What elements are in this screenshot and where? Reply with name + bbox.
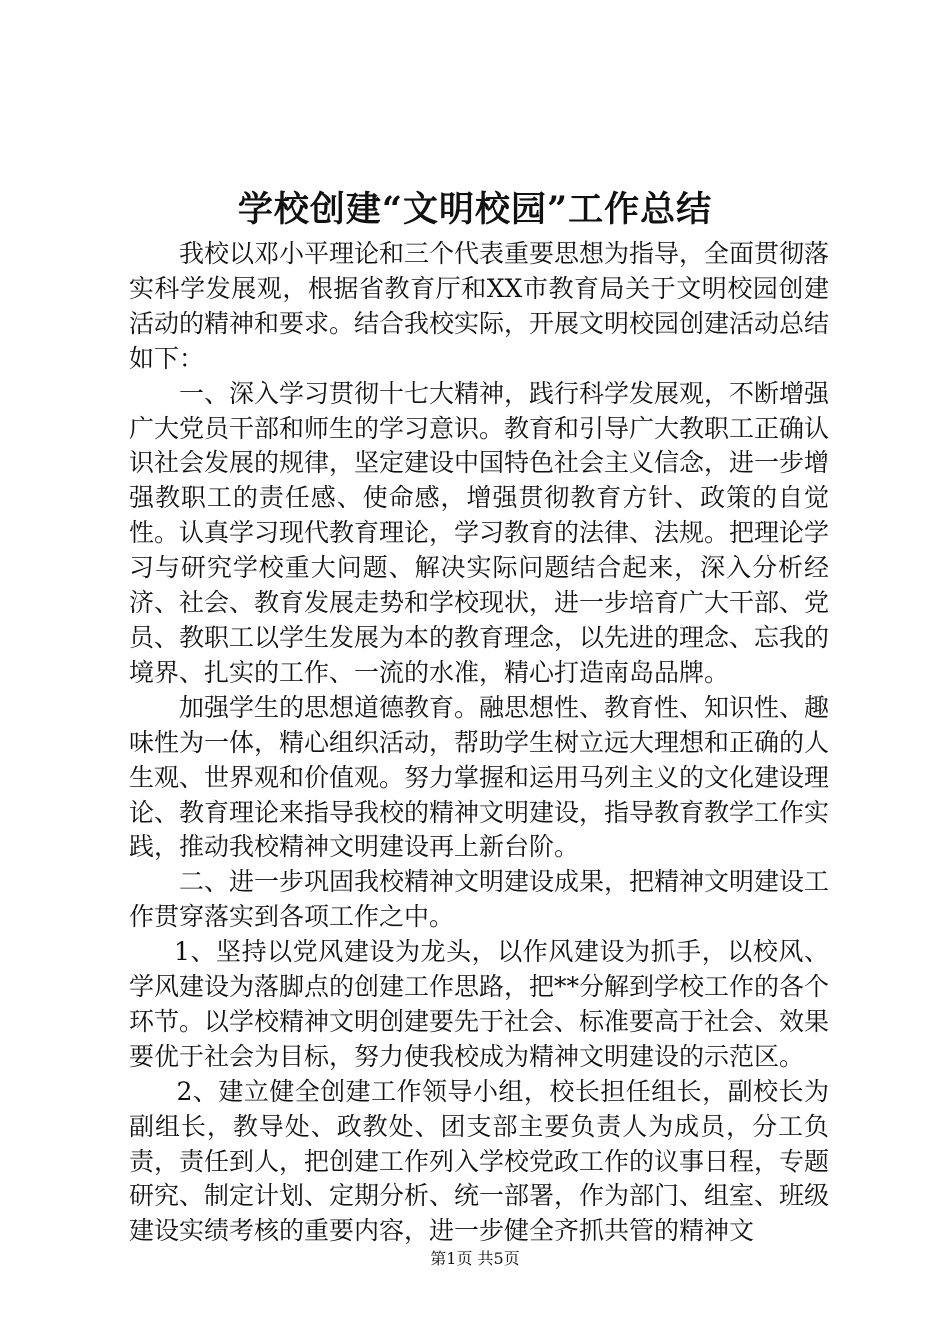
paragraph-moral-education: 加强学生的思想道德教育。融思想性、教育性、知识性、趣味性为一体，精心组织活动，帮助学生树立远大理想和正确的人生观、世界观和价值观。努力掌握和运用马列主义的文化建设理论、教育理论来指导我校的精神文明建设，指导教育教学工作实践，推动我校精神文明建设再上新台阶。 [129, 692, 830, 862]
paragraph-section-2: 二、进一步巩固我校精神文明建设成果，把精神文明建设工作贯穿落实到各项工作之中。 [129, 867, 830, 932]
page-number-footer: 第1页 共5页 [430, 1249, 520, 1268]
paragraph-item-1: 1、坚持以党风建设为龙头，以作风建设为抓手，以校风、学风建设为落脚点的创建工作思路，把**分解到学校工作的各个环节。以学校精神文明创建要先于社会、标准要高于社会、效果要优于社会为目标，努力使我校成为精神文明建设的示范区。 [129, 937, 830, 1071]
paragraph-intro: 我校以邓小平理论和三个代表重要思想为指导，全面贯彻落实科学发展观，根据省教育厅和XX市教育局关于文明校园创建活动的精神和要求。结合我校实际，开展文明校园创建活动总结如下： [129, 239, 830, 373]
paragraph-item-2: 2、建立健全创建工作领导小组，校长担任组长，副校长为副组长，教导处、政教处、团支部主要负责人为成员，分工负责，责任到人，把创建工作列入学校党政工作的议事日程，专题研究、制定计划、定期分析、统一部署，作为部门、组室、班级建设实绩考核的重要内容，进一步健全齐抓共管的精神文 [129, 1076, 830, 1246]
document-title: 学校创建“文明校园”工作总结 [237, 189, 713, 230]
paragraph-section-1: 一、深入学习贯彻十七大精神，践行科学发展观，不断增强广大党员干部和师生的学习意识。教育和引导广大教职工正确认识社会发展的规律，坚定建设中国特色社会主义信念，进一步增强教职工的责任感、使命感，增强贯彻教育方针、政策的自觉性。认真学习现代教育理论，学习教育的法律、法规。把理论学习与研究学校重大问题、解决实际问题结合起来，深入分析经济、社会、教育发展走势和学校现状，进一步培育广大干部、党员、教职工以学生发展为本的教育理念，以先进的理念、忘我的境界、扎实的工作、一流的水准，精心打造南岛品牌。 [129, 378, 830, 687]
document-body [129, 237, 829, 1249]
